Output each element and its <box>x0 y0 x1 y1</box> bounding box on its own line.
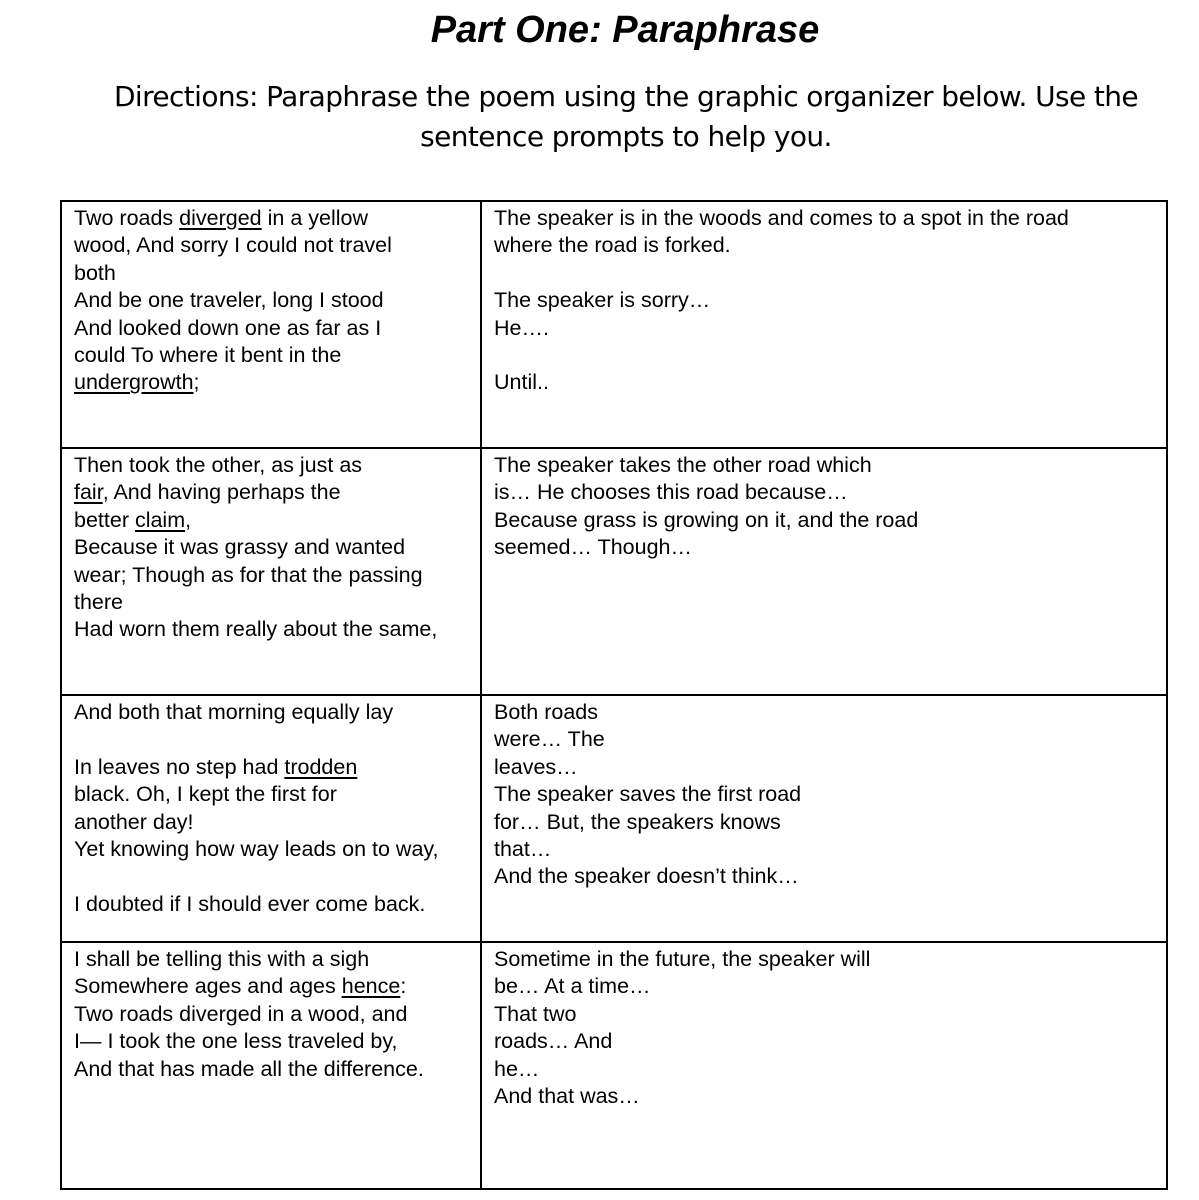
prompt-line: And the speaker doesn’t think… <box>494 864 799 889</box>
poem-line: could To where it bent in the <box>74 343 342 368</box>
poem-line: And that has made all the difference. <box>74 1056 424 1081</box>
prompt-line: leaves… <box>494 754 578 779</box>
underlined-word-undergrowth: undergrowth <box>74 370 194 395</box>
directions-line-1: Directions: Paraphrase the poem using the graphic organizer below. Use the <box>113 80 1139 113</box>
poem-line: wear; Though as for that the passing <box>74 562 423 587</box>
blank-line <box>494 260 1154 287</box>
poem-line: I shall be telling this with a sigh <box>74 947 370 971</box>
poem-line: black. Oh, I kept the first for <box>74 782 337 807</box>
table-row <box>61 448 1167 695</box>
poem-line: I— I took the one less traveled by, <box>74 1029 398 1054</box>
poem-line: And both that morning equally lay <box>74 700 394 724</box>
paraphrase-prompt-1-cell[interactable] <box>481 201 1167 448</box>
poem-line: Had worn them really about the same, <box>74 617 438 642</box>
poem-line: Then took the other, as just as <box>74 453 363 477</box>
poem-text: in a yellow <box>261 206 369 230</box>
blank-line <box>74 726 468 753</box>
poem-text: , And having perhaps the <box>102 480 341 505</box>
poem-line: Two roads diverged in a wood, and <box>74 1001 408 1026</box>
blank-line <box>74 863 468 890</box>
page-title: Part One: Paraphrase <box>430 9 820 51</box>
poem-line <box>74 507 468 534</box>
graphic-organizer-table <box>60 200 1168 1190</box>
prompt-line: seemed… Though… <box>494 535 692 560</box>
directions-text <box>80 77 1172 157</box>
prompt-line: The speaker takes the other road which <box>494 453 872 477</box>
poem-line <box>74 973 468 1000</box>
poem-line: Because it was grassy and wanted <box>74 535 406 560</box>
prompt-line: Both roads <box>494 700 598 724</box>
poem-line <box>74 205 468 232</box>
poem-line: there <box>74 590 124 615</box>
prompt-line: be… At a time… <box>494 974 651 999</box>
prompt-line: And that was… <box>494 1084 640 1109</box>
poem-stanza-2-cell <box>61 448 481 695</box>
poem-line: Yet knowing how way leads on to way, <box>74 837 439 862</box>
poem-line <box>74 754 468 781</box>
poem-line: wood, And sorry I could not travel <box>74 233 392 258</box>
prompt-line: roads… And <box>494 1029 613 1054</box>
poem-line <box>74 479 468 506</box>
poem-line <box>74 369 468 396</box>
prompt-line: Until.. <box>494 370 549 395</box>
poem-text: Two roads <box>74 206 180 230</box>
prompt-line: that… <box>494 837 552 862</box>
poem-stanza-3-cell <box>61 695 481 942</box>
paraphrase-prompt-2-cell[interactable] <box>481 448 1167 695</box>
poem-text: : <box>400 974 407 999</box>
prompt-line: where the road is forked. <box>494 233 731 258</box>
underlined-word-trodden: trodden <box>284 754 358 779</box>
prompt-line: He…. <box>494 315 549 340</box>
prompt-line: The speaker is sorry… <box>494 288 711 313</box>
prompt-line: The speaker is in the woods and comes to a spot in the road <box>494 206 1069 230</box>
prompt-line: Sometime in the future, the speaker will <box>494 947 871 971</box>
poem-line: And looked down one as far as I <box>74 315 382 340</box>
prompt-line: That two <box>494 1001 577 1026</box>
paraphrase-prompt-3-cell[interactable] <box>481 695 1167 942</box>
prompt-line: is… He chooses this road because… <box>494 480 848 505</box>
poem-line: I doubted if I should ever come back. <box>74 891 426 916</box>
underlined-word-claim: claim <box>134 507 186 532</box>
poem-stanza-1-cell <box>61 201 481 448</box>
poem-text: ; <box>193 370 200 395</box>
blank-line <box>494 342 1154 369</box>
prompt-line: for… But, the speakers knows <box>494 809 781 834</box>
table-row <box>61 695 1167 942</box>
poem-line: another day! <box>74 809 194 834</box>
prompt-line: were… The <box>494 727 605 752</box>
underlined-word-hence: hence <box>341 974 401 999</box>
underlined-word-diverged: diverged <box>179 206 262 230</box>
poem-text: , <box>185 507 192 532</box>
table-row <box>61 201 1167 448</box>
directions-line-2: sentence prompts to help you. <box>420 120 832 153</box>
poem-text: Somewhere ages and ages <box>74 974 342 999</box>
table-row <box>61 942 1167 1189</box>
prompt-line: he… <box>494 1056 540 1081</box>
prompt-line: Because grass is growing on it, and the road <box>494 507 919 532</box>
paraphrase-prompt-4-cell[interactable] <box>481 942 1167 1189</box>
prompt-line: The speaker saves the first road <box>494 782 802 807</box>
poem-line: both <box>74 260 116 285</box>
poem-text: In leaves no step had <box>74 754 285 779</box>
poem-text: better <box>74 507 135 532</box>
poem-line: And be one traveler, long I stood <box>74 288 384 313</box>
poem-stanza-4-cell <box>61 942 481 1189</box>
underlined-word-fair: fair <box>74 480 103 505</box>
